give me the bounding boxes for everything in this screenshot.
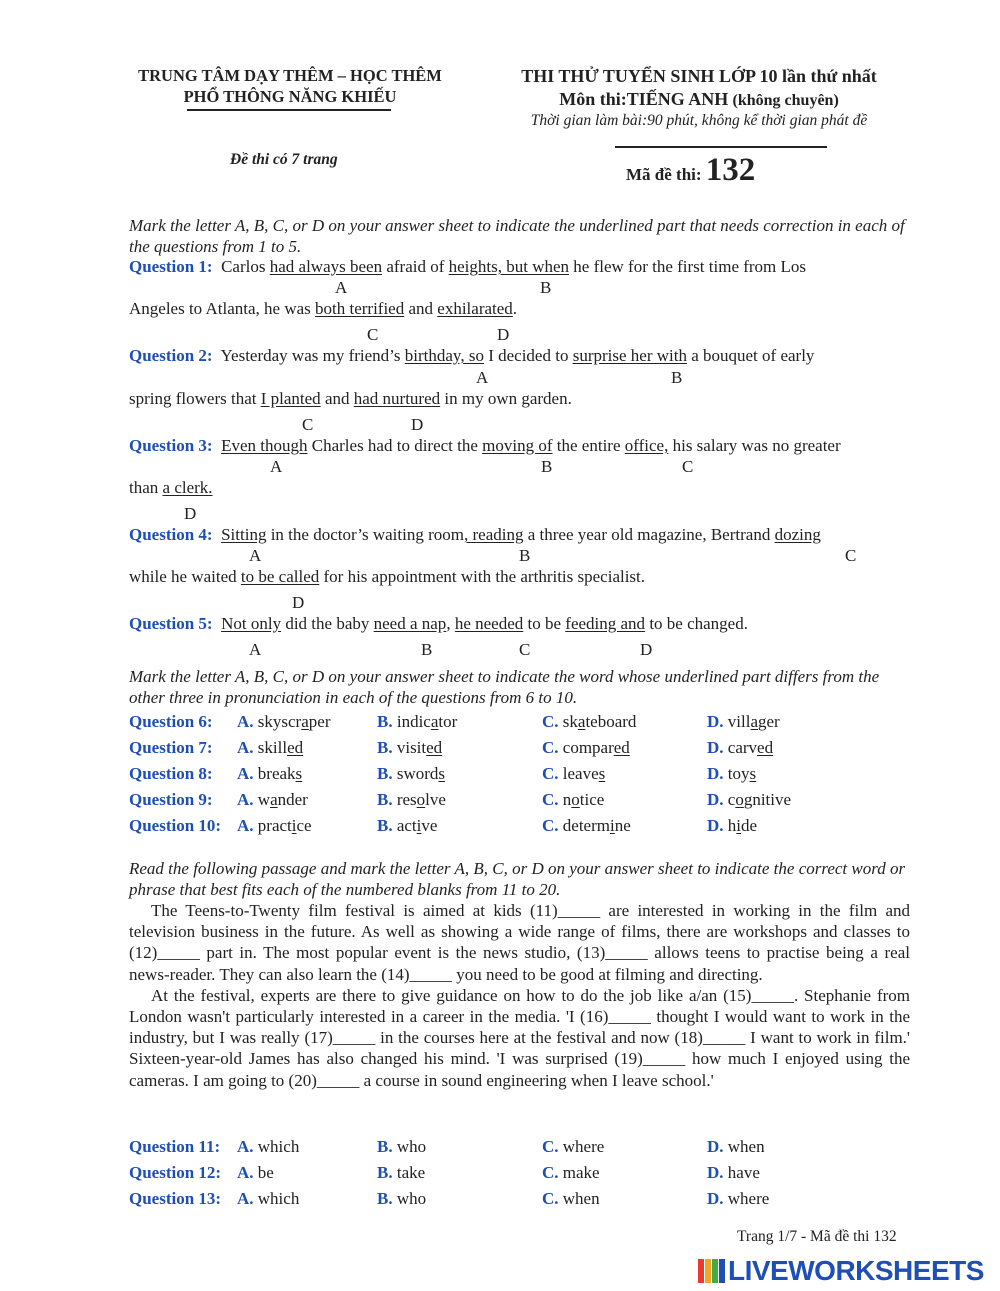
text: the entire	[552, 436, 625, 455]
option-letter: D.	[707, 1137, 724, 1156]
option-letter: A.	[237, 738, 254, 757]
word-part: skill	[257, 738, 288, 757]
question-label: Question 6:	[129, 712, 213, 731]
option-letter-b: B	[421, 640, 433, 659]
question-label: Question 8:	[129, 764, 213, 783]
option-c	[542, 738, 630, 758]
word-part: visit	[396, 738, 427, 757]
option-a	[237, 712, 331, 732]
question-label: Question 9:	[129, 790, 213, 809]
word-part: res	[396, 790, 417, 809]
option-letter-a: A	[270, 457, 283, 476]
underlined-sound: a	[750, 712, 758, 731]
underlined-sound: a	[270, 790, 278, 809]
option-d	[707, 712, 780, 732]
word-part: ne	[614, 816, 631, 835]
question-label: Question 11:	[129, 1137, 221, 1156]
text: than	[129, 478, 163, 497]
question-label: Question 10:	[129, 816, 222, 835]
question-5	[129, 614, 748, 634]
option-letter: A.	[237, 1163, 254, 1182]
word-part: ce	[296, 816, 312, 835]
question-label: Question 12:	[129, 1163, 222, 1182]
text: in the doctor’s waiting room	[266, 525, 464, 544]
option-text: which	[257, 1189, 300, 1208]
underlined-sound: s	[749, 764, 757, 783]
passage-paragraph-1: The Teens-to-Twenty film festival is aimed at kids (11)_____ are interested in working in the film and television business in the future. As well as showing a wide range of films, there are workshops and classes to (12)_____ part in. The most popular event is the news studio, (13)_____ allows teens to practise being a real news-reader. They can also learn the (14)_____ you need to be good at filming and directing.	[129, 901, 910, 984]
option-letter-c: C	[367, 325, 379, 344]
question-label: Question 3:	[129, 436, 213, 455]
option-text: when	[727, 1137, 765, 1156]
option-letter: C.	[542, 790, 559, 809]
option-letter: D.	[707, 790, 724, 809]
option-letter: A.	[237, 816, 254, 835]
option-letter-a: A	[335, 278, 348, 297]
option-text: where	[562, 1137, 605, 1156]
option-letter-d: D	[411, 415, 424, 434]
text: a three year old magazine, Bertrand	[523, 525, 775, 544]
underlined-sound: o	[416, 790, 426, 809]
text: while he waited	[129, 567, 241, 586]
passage-paragraph-2: At the festival, experts are there to give guidance on how to do the job like a/an (15)_____. Stephanie from London wasn't particularly interested in a career in the media. 'I (16)_____ thought I would want to work in the industry, but I was really (17)_____ in the courses here at the festival and now (18)_____ I want to work in film.' Sixteen-year-old James has also changed his mind. 'I was surprised (19)_____ how much I enjoyed using the cameras. I am going to (20)_____ a course in sound engineering when I leave school.'	[129, 985, 910, 1090]
option-text: which	[257, 1137, 300, 1156]
underlined-part-c: dozing	[774, 525, 821, 544]
word-part: de	[741, 816, 758, 835]
word-part: vill	[727, 712, 751, 731]
option-text: have	[727, 1163, 760, 1182]
word-part: break	[257, 764, 296, 783]
option-text: when	[562, 1189, 600, 1208]
option-letter-a: A	[476, 368, 489, 387]
option-d	[707, 790, 791, 810]
option-text: take	[396, 1163, 426, 1182]
exam-duration: Thời gian làm bài:90 phút, không kể thời gian phát đề	[530, 112, 868, 129]
option-letter-c: C	[682, 457, 694, 476]
question-label: Question 2:	[129, 346, 213, 365]
text: and	[320, 389, 354, 408]
text: Carlos	[221, 257, 270, 276]
option-letter: A.	[237, 764, 254, 783]
section2-instruction: Mark the letter A, B, C, or D on your answer sheet to indicate the word whose underlined part differs from the other three in pronunciation in each of the questions from 6 to 10.	[129, 667, 880, 707]
option-b	[377, 738, 442, 758]
underlined-part-b: surprise her with	[572, 346, 687, 365]
pages-note: Đề thi có 7 trang	[230, 151, 338, 168]
underlined-sound: i	[609, 816, 615, 835]
question-1	[129, 257, 806, 277]
subject-note: (không chuyên)	[732, 92, 839, 109]
question-label: Question 7:	[129, 738, 213, 757]
option-letter: A.	[237, 790, 254, 809]
option-letter-c: C	[302, 415, 314, 434]
text: and	[404, 299, 438, 318]
question-3	[129, 436, 841, 456]
option-letter: D.	[707, 1163, 724, 1182]
question-label: Question 13:	[129, 1189, 222, 1208]
underlined-sound: i	[291, 816, 297, 835]
underlined-part-d: feeding and	[565, 614, 646, 633]
underlined-part-b: heights, but when	[448, 257, 570, 276]
text: Charles had to direct the	[307, 436, 483, 455]
question-4	[129, 525, 821, 545]
word-part: nder	[277, 790, 308, 809]
word-part: determ	[562, 816, 610, 835]
word-part: pract	[257, 816, 292, 835]
word-part: gnitive	[743, 790, 792, 809]
option-letter-d: D	[497, 325, 510, 344]
word-part: leave	[562, 764, 599, 783]
underlined-sound: a	[577, 712, 586, 731]
question-2	[129, 346, 814, 366]
underlined-sound: i	[416, 816, 422, 835]
option-d	[707, 1163, 760, 1183]
text: afraid of	[382, 257, 449, 276]
exam-title: THI THỬ TUYỂN SINH LỚP 10 lần thứ nhất	[521, 66, 877, 86]
word-part: compar	[562, 738, 614, 757]
school-name-line2: PHỔ THÔNG NĂNG KHIẾU	[183, 87, 397, 106]
option-d	[707, 816, 757, 836]
option-c	[542, 1163, 600, 1183]
word-part: n	[562, 790, 572, 809]
underlined-part-c: he needed	[454, 614, 524, 633]
text: Yesterday was my friend’s	[220, 346, 405, 365]
option-b	[377, 1189, 426, 1209]
underlined-sound: ed	[613, 738, 630, 757]
option-b	[377, 712, 457, 732]
option-c	[542, 790, 604, 810]
section3-instruction: Read the following passage and mark the letter A, B, C, or D on your answer sheet to indicate the correct word or phrase that best fits each of the numbered blanks from 11 to 20.	[129, 859, 906, 899]
underlined-sound: ed	[757, 738, 774, 757]
option-c	[542, 712, 636, 732]
logo-bar	[719, 1259, 725, 1283]
underlined-sound: ed	[287, 738, 304, 757]
option-b	[377, 1137, 426, 1157]
word-part: toy	[727, 764, 750, 783]
option-letter: D.	[707, 738, 724, 757]
option-letter-c: C	[845, 546, 857, 565]
underlined-sound: a	[430, 712, 439, 731]
option-letter-c: C	[519, 640, 531, 659]
word-part: indic	[396, 712, 431, 731]
option-letter-b: B	[541, 457, 553, 476]
option-letter: A.	[237, 1137, 254, 1156]
school-name-line1: TRUNG TÂM DẠY THÊM – HỌC THÊM	[138, 66, 442, 85]
text: for his appointment with the arthritis specialist.	[319, 567, 646, 586]
option-letter: C.	[542, 738, 559, 757]
option-letter-a: A	[249, 546, 262, 565]
option-letter: B.	[377, 738, 393, 757]
option-letter: A.	[237, 1189, 254, 1208]
text: he flew for the first time from Los	[569, 257, 807, 276]
question-2-cont	[129, 389, 572, 409]
option-letter: B.	[377, 816, 393, 835]
text: did the baby	[281, 614, 374, 633]
page-info: Trang 1/7 - Mã đề thi 132	[737, 1228, 897, 1245]
question-label: Question 4:	[129, 525, 213, 544]
option-a	[237, 790, 308, 810]
exam-code-label: Mã đề thi:	[626, 165, 702, 184]
option-letter: B.	[377, 712, 393, 731]
option-letter: C.	[542, 1189, 559, 1208]
option-b	[377, 816, 437, 836]
option-letter: C.	[542, 712, 559, 731]
option-letter-d: D	[640, 640, 653, 659]
header-left-divider	[187, 109, 391, 111]
option-d	[707, 738, 773, 758]
underlined-sound: a	[301, 712, 309, 731]
underlined-sound: s	[598, 764, 606, 783]
underlined-part-c: office,	[624, 436, 669, 455]
option-letter-d: D	[292, 593, 305, 612]
option-letter: D.	[707, 764, 724, 783]
word-part: tice	[579, 790, 605, 809]
option-c	[542, 1137, 604, 1157]
word-part: skyscr	[257, 712, 302, 731]
text: I decided to	[483, 346, 573, 365]
underlined-part-b: , reading	[463, 525, 524, 544]
word-part: per	[308, 712, 331, 731]
exam-code	[626, 152, 755, 189]
subject-label: Môn thi:TIẾNG ANH	[559, 89, 729, 109]
option-b	[377, 764, 445, 784]
word-part: c	[727, 790, 736, 809]
underlined-sound: ed	[426, 738, 443, 757]
word-part: ve	[421, 816, 438, 835]
option-a	[237, 1137, 299, 1157]
option-text: where	[727, 1189, 770, 1208]
text: ,	[446, 614, 455, 633]
option-a	[237, 764, 302, 784]
question-1-cont	[129, 299, 517, 319]
underlined-sound: i	[736, 816, 742, 835]
option-c	[542, 1189, 600, 1209]
underlined-part-b: need a nap	[373, 614, 447, 633]
section1-instruction: Mark the letter A, B, C, or D on your answer sheet to indicate the underlined part that needs correction in each of the questions from 1 to 5.	[129, 216, 905, 256]
exam-code-value: 132	[705, 152, 756, 188]
option-letter: D.	[707, 1189, 724, 1208]
underlined-part-d: exhilarated	[437, 299, 513, 318]
option-text: who	[396, 1137, 427, 1156]
option-text: make	[562, 1163, 600, 1182]
question-3-cont	[129, 478, 213, 498]
option-letter-b: B	[671, 368, 683, 387]
exam-subject	[480, 89, 918, 110]
underlined-part-c: both terrified	[315, 299, 405, 318]
word-part: ger	[758, 712, 780, 731]
underlined-part-c: I planted	[260, 389, 321, 408]
logo-bar	[705, 1259, 711, 1283]
word-part: sk	[562, 712, 578, 731]
logo-text: LIVEWORKSHEETS	[728, 1255, 984, 1286]
underlined-part-a: had always been	[269, 257, 383, 276]
word-part: teboard	[585, 712, 637, 731]
question-label: Question 5:	[129, 614, 213, 633]
word-part: w	[257, 790, 271, 809]
option-letter: B.	[377, 1163, 393, 1182]
text: to be	[523, 614, 566, 633]
option-text: who	[396, 1189, 427, 1208]
underlined-part-a: birthday, so	[404, 346, 484, 365]
underlined-part-a: Not only	[221, 614, 282, 633]
text: a bouquet of early	[686, 346, 815, 365]
option-letter: B.	[377, 1137, 393, 1156]
underlined-part-a: Even though	[221, 436, 308, 455]
word-part: carv	[727, 738, 758, 757]
text: in my own garden.	[440, 389, 572, 408]
word-part: act	[396, 816, 417, 835]
option-c	[542, 764, 605, 784]
word-part: h	[727, 816, 737, 835]
option-b	[377, 1163, 425, 1183]
option-text: be	[257, 1163, 274, 1182]
option-letter: A.	[237, 712, 254, 731]
cloze-passage	[129, 900, 910, 1091]
underlined-part-d: had nurtured	[353, 389, 441, 408]
underlined-part-d: to be called	[240, 567, 320, 586]
option-letter-d: D	[184, 504, 197, 523]
option-letter: B.	[377, 764, 393, 783]
option-letter-a: A	[249, 640, 262, 659]
option-letter: C.	[542, 1163, 559, 1182]
logo-bar	[712, 1259, 718, 1283]
word-part: tor	[438, 712, 458, 731]
liveworksheets-logo[interactable]	[698, 1256, 984, 1286]
logo-bar	[698, 1259, 704, 1283]
option-letter-b: B	[540, 278, 552, 297]
text: spring flowers that	[129, 389, 261, 408]
text: his salary was no greater	[668, 436, 841, 455]
option-c	[542, 816, 631, 836]
underlined-sound: o	[735, 790, 744, 809]
word-part: sword	[396, 764, 439, 783]
option-a	[237, 816, 312, 836]
option-a	[237, 738, 303, 758]
underlined-sound: s	[295, 764, 303, 783]
option-d	[707, 1137, 765, 1157]
question-4-cont	[129, 567, 645, 587]
option-d	[707, 1189, 769, 1209]
option-letter: D.	[707, 712, 724, 731]
option-letter: C.	[542, 816, 559, 835]
option-a	[237, 1163, 274, 1183]
header-right-divider	[615, 146, 827, 148]
option-d	[707, 764, 756, 784]
text: to be changed.	[645, 614, 748, 633]
logo-color-bars-icon	[698, 1259, 725, 1283]
option-letter: D.	[707, 816, 724, 835]
option-letter: C.	[542, 764, 559, 783]
option-letter-b: B	[519, 546, 531, 565]
text: .	[512, 299, 518, 318]
underlined-sound: o	[571, 790, 580, 809]
option-a	[237, 1189, 299, 1209]
option-letter: C.	[542, 1137, 559, 1156]
option-letter: B.	[377, 790, 393, 809]
underlined-part-a: Sitting	[221, 525, 267, 544]
option-b	[377, 790, 446, 810]
word-part: lve	[425, 790, 446, 809]
underlined-sound: s	[438, 764, 446, 783]
text: Angeles to Atlanta, he was	[129, 299, 316, 318]
underlined-part-d: a clerk.	[162, 478, 213, 497]
question-label: Question 1:	[129, 257, 213, 276]
option-letter: B.	[377, 1189, 393, 1208]
underlined-part-b: moving of	[482, 436, 553, 455]
